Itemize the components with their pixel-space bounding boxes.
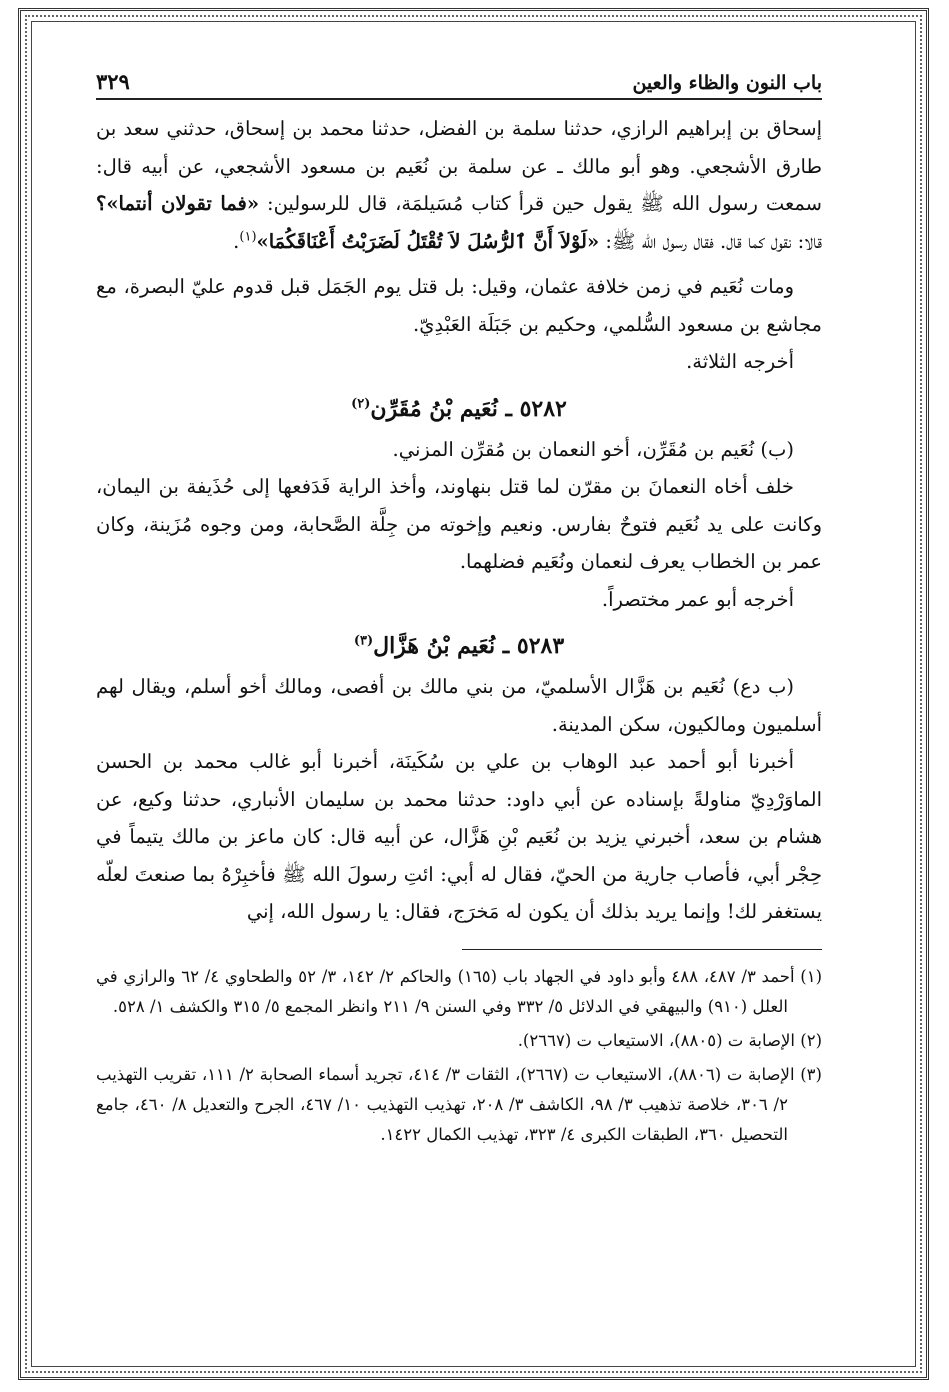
footnote-ref-1: (١)	[239, 229, 257, 244]
page-header	[96, 58, 822, 100]
hadith-end: .	[233, 229, 240, 253]
entry-title-5283	[96, 624, 822, 668]
takhrij-1: أخرجه الثلاثة.	[686, 350, 794, 373]
quote-1: «فما تقولان أنتما»؟	[96, 192, 260, 215]
footnote-divider	[462, 949, 822, 950]
hadith-text: إسحاق بن إبراهيم الرازي، حدثنا سلمة بن الفضل، حدثنا محمد بن إسحاق، حدثني سعد بن طارق الأشجعي. وهو أبو مالك ـ عن سلمة بن نُعَيم بن مسعود الأشجعي، عن أبيه قال: سمعت رسول الله ﷺ يقول حين قرأ كتاب مُسَيلمَة، قال للرسولين:	[96, 117, 823, 215]
chapter-title: باب النون والظاء والعين	[632, 72, 822, 94]
death-paragraph: ومات نُعَيم في زمن خلافة عثمان، وقيل: بل قتل يوم الجَمَل قبل قدوم عليّ البصرة، مع مجاشع بن مسعود السُّلمي، وحكيم بن جَبَلَة العَبْدِيّ.	[96, 275, 822, 336]
page-number: ٣٢٩	[96, 69, 130, 94]
footnote-1: (١) أحمد ٣/ ٤٨٧، ٤٨٨ وأبو داود في الجهاد باب (١٦٥) والحاكم ٢/ ١٤٢، ٣/ ٥٢ والطحاوي ٤/ ٦٢ والرازي في العلل (٩١٠) والبيهقي في الدلائل ٥/ ٣٣٢ وفي السنن ٩/ ٢١١ وانظر المجمع ٥/ ٣١٥ والكشف ١/ ٥٢٨.	[96, 966, 823, 1016]
footnotes	[96, 962, 822, 1150]
hadith-middle: قالا: نقول كما قال. فقال رسول الله ﷺ:	[605, 229, 822, 253]
main-text	[96, 110, 822, 931]
entry-5282-body: خلف أخاه النعمانَ بن مقرّن لما قتل بنهاوند، وأخذ الراية فَدَفعها إلى حُذَيفة بن اليمان، وكانت على يد نُعَيم فتوحٌ بفارس. ونعيم وإخوته من جِلَّة الصَّحابة، ومن وجوه مُزَينة، وكان عمر بن الخطاب يعرف لنعمان ونُعَيم فضلهما.	[96, 475, 822, 573]
hadith-paragraph	[96, 110, 822, 260]
entry-title-5283-text: ٥٢٨٣ ـ نُعَيم بْنُ هَزَّال	[373, 633, 565, 659]
entry-title-5282	[96, 387, 822, 431]
footnote-2: (٢) الإصابة ت (٨٨٠٥)، الاستيعاب ت (٢٦٦٧).	[517, 1030, 822, 1050]
entry-title-5282-text: ٥٢٨٢ ـ نُعَيم بْنُ مُقَرِّن	[370, 395, 567, 422]
entry-5283-body: أخبرنا أبو أحمد عبد الوهاب بن علي بن سُكَينَة، أخبرنا أبو غالب محمد بن الحسن الماوَرْدِيّ مناولةً بإسناده عن أبي داود: حدثنا محمد بن سليمان الأنباري، حدثنا وكيع، عن هشام بن سعد، أخبرني يزيد بن نُعَيم بْنِ هَزَّال، عن أبيه قال: كان ماعز بن مالك يتيماً في حِجْر أبي، فأصاب جارية من الحيّ، فقال له أبي: ائتِ رسولَ الله ﷺ فأخبِرْهُ بما صنعتَ لعلّه يستغفر لك! وإنما يريد بذلك أن يكون له مَخرَج، فقال: يا رسول الله، إني	[96, 750, 822, 923]
entry-5282-intro: (ب) نُعَيم بن مُقَرِّن، أخو النعمان بن مُقرِّن المزني.	[392, 437, 794, 461]
footnote-3: (٣) الإصابة ت (٨٨٠٦)، الاستيعاب ت (٢٦٦٧)، الثقات ٣/ ٤١٤، تجريد أسماء الصحابة ٢/ ١١١، تقريب التهذيب ٢/ ٣٠٦، خلاصة تذهيب ٣/ ٩٨، الكاشف ٣/ ٢٠٨، تهذيب التهذيب ١٠/ ٤٦٧، الجرح والتعديل ٨/ ٤٦٠، جامع التحصيل ٣٦٠، الطبقات الكبرى ٤/ ٣٢٣، تهذيب الكمال ١٤٢٢.	[96, 1064, 822, 1144]
entry-5283-intro: (ب دع) نُعَيم بن هَزَّال الأسلميّ، من بني مالك بن أفصى، ومالك أخو أسلم، ويقال لهم أسلميون ومالكيون، سكن المدينة.	[96, 675, 822, 736]
book-page	[96, 58, 822, 1348]
takhrij-2: أخرجه أبو عمر مختصراً.	[601, 587, 794, 611]
footnote-ref-2: (٢)	[351, 396, 371, 412]
quote-2: «لَوْلاَ أَنَّ ٱلرُّسُلَ لاَ تُقْتَلُ لَضَرَبْتُ أَعْنَاقَكُمَا»	[256, 229, 600, 253]
footnote-ref-3: (٣)	[353, 633, 374, 649]
